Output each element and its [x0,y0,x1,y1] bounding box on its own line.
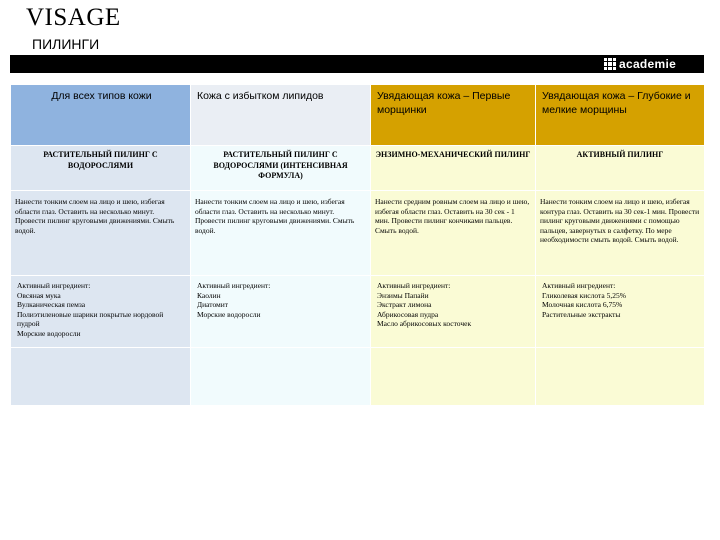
header-bar [10,55,704,73]
table-row-headers [11,85,705,146]
ingredients-cell [371,276,536,348]
peeling-table [10,84,705,406]
table-row-descriptions [11,191,705,276]
header-cell-aging-first: Увядающая кожа – Первые морщинки [371,85,536,146]
product-name-cell: ЭНЗИМНО-МЕХАНИЧЕСКИЙ ПИЛИНГ [371,146,536,191]
brand-title: VISAGE [26,4,121,31]
ingredient-line: Активный ингредиент: [542,281,616,290]
ingredient-line: Абрикосовая пудра [377,309,439,319]
academie-logo [604,56,702,72]
description-cell: Нанести тонким слоем на лицо и шею, избегая контура глаз. Оставить на 30 сек-1 мин. Провести пилинг круговыми движениями с помощью пальцев, завернутых в салфетку. По мере необходимости смыть водой. Смыть водой. [536,191,705,276]
product-name-cell: РАСТИТЕЛЬНЫЙ ПИЛИНГ С ВОДОРОСЛЯМИ [11,146,191,191]
logo-text: academie [619,57,677,71]
ingredient-line: Морские водоросли [17,328,81,338]
logo-mark-icon [604,58,616,70]
empty-cell [191,348,371,406]
ingredient-line: Энзимы Папайи [377,290,429,300]
ingredient-line: Активный ингредиент: [17,281,91,290]
product-name-cell: АКТИВНЫЙ ПИЛИНГ [536,146,705,191]
ingredient-line: Молочная кислота 6,75% [542,300,623,310]
table-row-product-names [11,146,705,191]
header-cell-oily-skin: Кожа с избытком липидов [191,85,371,146]
empty-cell [11,348,191,406]
header-cell-all-skin: Для всех типов кожи [11,85,191,146]
table-row-ingredients [11,276,705,348]
table-row-empty [11,348,705,406]
description-cell: Нанести тонким слоем на лицо и шею, избегая области глаз. Оставить на несколько минут. Провести пилинг круговыми движениями. Смыть водой. [191,191,371,276]
ingredient-line: Полиэтиленовые шарики покрытые нордовой пудрой [17,309,164,329]
ingredient-line: Экстракт лимона [377,300,432,310]
product-name-cell: РАСТИТЕЛЬНЫЙ ПИЛИНГ С ВОДОРОСЛЯМИ (ИНТЕНСИВНАЯ ФОРМУЛА) [191,146,371,191]
ingredient-line: Овсяная мука [17,290,61,300]
ingredient-line: Активный ингредиент: [197,281,271,290]
description-cell: Нанести средним ровным слоем на лицо и шею, избегая области глаз. Оставить на 30 сек - 1 мин. Провести пилинг кончиками пальцев. Смыть водой. [371,191,536,276]
empty-cell [536,348,705,406]
ingredient-line: Масло абрикосовых косточек [377,319,472,329]
ingredients-cell [536,276,705,348]
page-subtitle: ПИЛИНГИ [32,36,100,52]
description-cell: Нанести тонким слоем на лицо и шею, избегая области глаз. Оставить на несколько минут. Провести пилинг круговыми движениями. Смыть водой. [11,191,191,276]
ingredient-line: Активный ингредиент: [377,281,451,290]
ingredients-cell [11,276,191,348]
ingredient-line: Диатомит [197,300,229,310]
ingredients-cell [191,276,371,348]
ingredient-line: Растительные экстракты [542,309,621,319]
ingredient-line: Гликолевая кислота 5,25% [542,290,626,300]
ingredient-line: Морские водоросли [197,309,261,319]
ingredient-line: Каолин [197,290,221,300]
header-cell-aging-deep: Увядающая кожа – Глубокие и мелкие морщины [536,85,705,146]
ingredient-line: Вулканическая пемза [17,300,86,310]
empty-cell [371,348,536,406]
